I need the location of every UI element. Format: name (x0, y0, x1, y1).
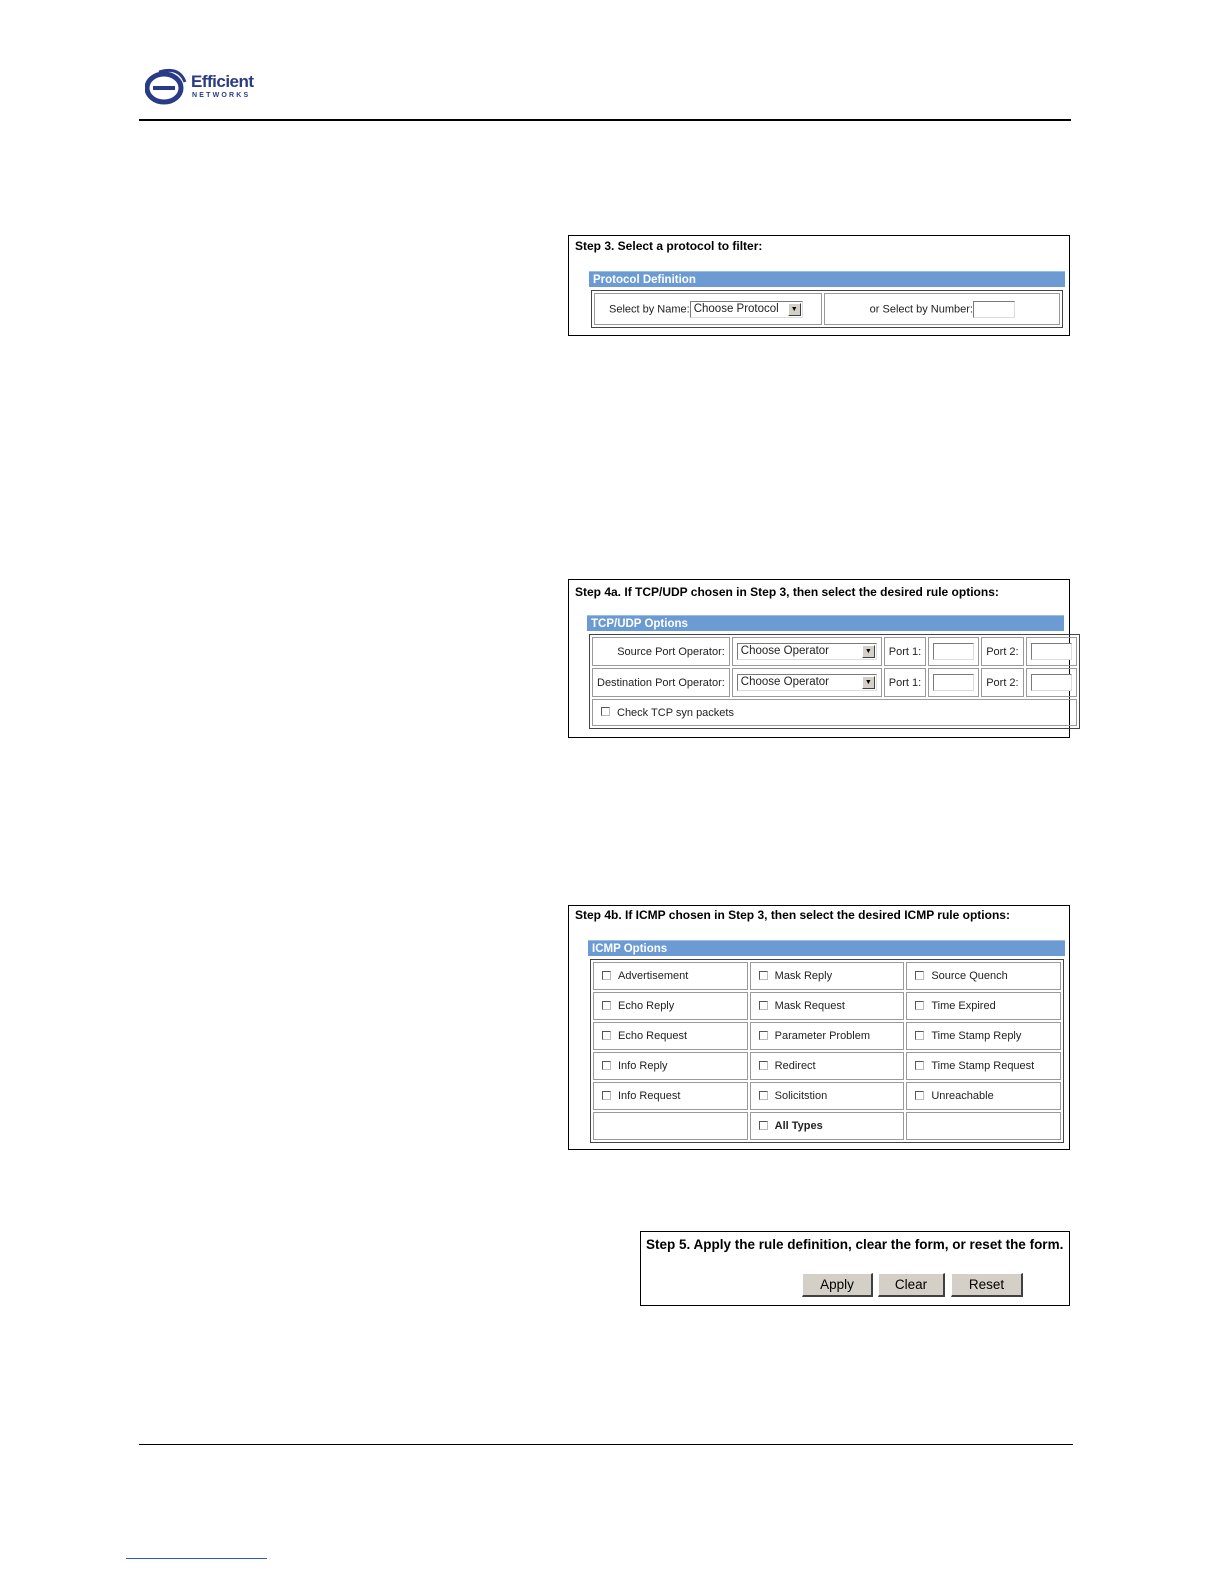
icmp-option-label: Info Reply (618, 1060, 668, 1072)
step4a-title: Step 4a. If TCP/UDP chosen in Step 3, then select the desired rule options: (575, 585, 999, 599)
icmp-all-types-option[interactable] (750, 1112, 905, 1140)
icmp-option-label: Time Stamp Request (931, 1060, 1035, 1072)
icmp-option[interactable] (906, 1052, 1061, 1080)
footer-link-underline (126, 1558, 267, 1559)
source-port1-input[interactable] (933, 643, 974, 660)
icmp-option-checkbox[interactable] (759, 1091, 768, 1100)
step3-panel (568, 235, 1070, 336)
source-port1-label: Port 1: (884, 637, 926, 666)
icmp-option-label: Parameter Problem (774, 1030, 871, 1042)
icmp-option[interactable] (593, 1022, 748, 1050)
icmp-option[interactable] (750, 1022, 905, 1050)
icmp-option-checkbox[interactable] (602, 971, 611, 980)
brand-name: Efficient (191, 72, 254, 91)
icmp-option[interactable] (750, 1052, 905, 1080)
destination-port-operator-select[interactable]: Choose Operator ▼ (737, 674, 877, 691)
tcp-syn-option[interactable] (592, 699, 1077, 726)
step4b-title: Step 4b. If ICMP chosen in Step 3, then select the desired ICMP rule options: (575, 908, 1010, 922)
icmp-option-label: Echo Reply (618, 1000, 675, 1012)
chevron-down-icon: ▼ (862, 676, 875, 689)
destination-port2-label: Port 2: (981, 668, 1023, 697)
step3-title: Step 3. Select a protocol to filter: (575, 239, 763, 253)
chevron-down-icon: ▼ (862, 645, 875, 658)
icmp-option[interactable] (593, 962, 748, 990)
icmp-option-label: Mask Request (774, 1000, 845, 1012)
icmp-option-label: Time Expired (931, 1000, 996, 1012)
icmp-option-checkbox[interactable] (759, 1001, 768, 1010)
source-port2-label: Port 2: (981, 637, 1023, 666)
icmp-option[interactable] (906, 1022, 1061, 1050)
protocol-select[interactable]: Choose Protocol ▼ (690, 301, 803, 318)
icmp-option[interactable] (750, 1082, 905, 1110)
protocol-number-input[interactable] (973, 301, 1015, 318)
icmp-option[interactable] (593, 992, 748, 1020)
destination-port1-label: Port 1: (884, 668, 926, 697)
icmp-option-label: Redirect (774, 1060, 816, 1072)
icmp-option-label: Source Quench (931, 970, 1008, 982)
icmp-options-table (590, 959, 1064, 1143)
company-logo (145, 66, 275, 110)
icmp-option[interactable] (906, 1082, 1061, 1110)
tcp-syn-label: Check TCP syn packets (617, 706, 734, 719)
destination-port1-input[interactable] (933, 674, 974, 691)
icmp-option-label: Info Request (618, 1090, 681, 1102)
all-types-checkbox[interactable] (759, 1121, 768, 1130)
icmp-option[interactable] (906, 962, 1061, 990)
icmp-option-checkbox[interactable] (915, 1061, 924, 1070)
icmp-option-label: Echo Request (618, 1030, 688, 1042)
icmp-option-label: Solicitstion (774, 1090, 828, 1102)
reset-button[interactable]: Reset (951, 1273, 1023, 1297)
empty-cell (593, 1112, 748, 1140)
brand-subtitle: NETWORKS (192, 92, 251, 99)
icmp-option-label: Time Stamp Reply (931, 1030, 1022, 1042)
icmp-option[interactable] (593, 1082, 748, 1110)
icmp-option[interactable] (750, 992, 905, 1020)
footer-divider (139, 1444, 1073, 1445)
tcp-udp-options-header: TCP/UDP Options (587, 615, 1064, 631)
all-types-label: All Types (774, 1120, 823, 1132)
source-port2-input[interactable] (1031, 643, 1072, 660)
tcp-syn-checkbox[interactable] (601, 707, 610, 716)
icmp-option-checkbox[interactable] (759, 971, 768, 980)
icmp-option-checkbox[interactable] (602, 1001, 611, 1010)
icmp-option-checkbox[interactable] (602, 1061, 611, 1070)
empty-cell (906, 1112, 1061, 1140)
icmp-option-checkbox[interactable] (915, 971, 924, 980)
icmp-option-label: Mask Reply (774, 970, 833, 982)
source-port-operator-select[interactable]: Choose Operator ▼ (737, 643, 877, 660)
chevron-down-icon: ▼ (788, 303, 801, 316)
source-port-label: Source Port Operator: (592, 637, 730, 666)
icmp-option-checkbox[interactable] (915, 1001, 924, 1010)
select-by-name-label: Select by Name: (609, 302, 690, 315)
step5-title: Step 5. Apply the rule definition, clear the form, or reset the form. (646, 1237, 1064, 1252)
step4b-panel (568, 905, 1070, 1150)
protocol-definition-header: Protocol Definition (589, 271, 1065, 287)
icmp-option[interactable] (906, 992, 1061, 1020)
destination-port-label: Destination Port Operator: (592, 668, 730, 697)
icmp-option-checkbox[interactable] (915, 1091, 924, 1100)
step4a-panel (568, 579, 1070, 738)
destination-port2-input[interactable] (1031, 674, 1072, 691)
icmp-options-header: ICMP Options (588, 940, 1065, 956)
efficient-logo-icon (145, 68, 187, 106)
icmp-option-checkbox[interactable] (602, 1091, 611, 1100)
icmp-option-checkbox[interactable] (759, 1061, 768, 1070)
icmp-option-checkbox[interactable] (759, 1031, 768, 1040)
icmp-option-label: Advertisement (618, 970, 689, 982)
icmp-option-label: Unreachable (931, 1090, 994, 1102)
icmp-option-checkbox[interactable] (602, 1031, 611, 1040)
icmp-option[interactable] (750, 962, 905, 990)
icmp-option[interactable] (593, 1052, 748, 1080)
apply-button[interactable]: Apply (802, 1273, 873, 1297)
clear-button[interactable]: Clear (878, 1273, 945, 1297)
protocol-definition-table (591, 290, 1063, 328)
select-by-number-label: or Select by Number: (869, 302, 973, 315)
header-divider (139, 119, 1071, 121)
tcp-udp-options-table (589, 634, 1080, 729)
icmp-option-checkbox[interactable] (915, 1031, 924, 1040)
step5-panel (640, 1231, 1070, 1306)
